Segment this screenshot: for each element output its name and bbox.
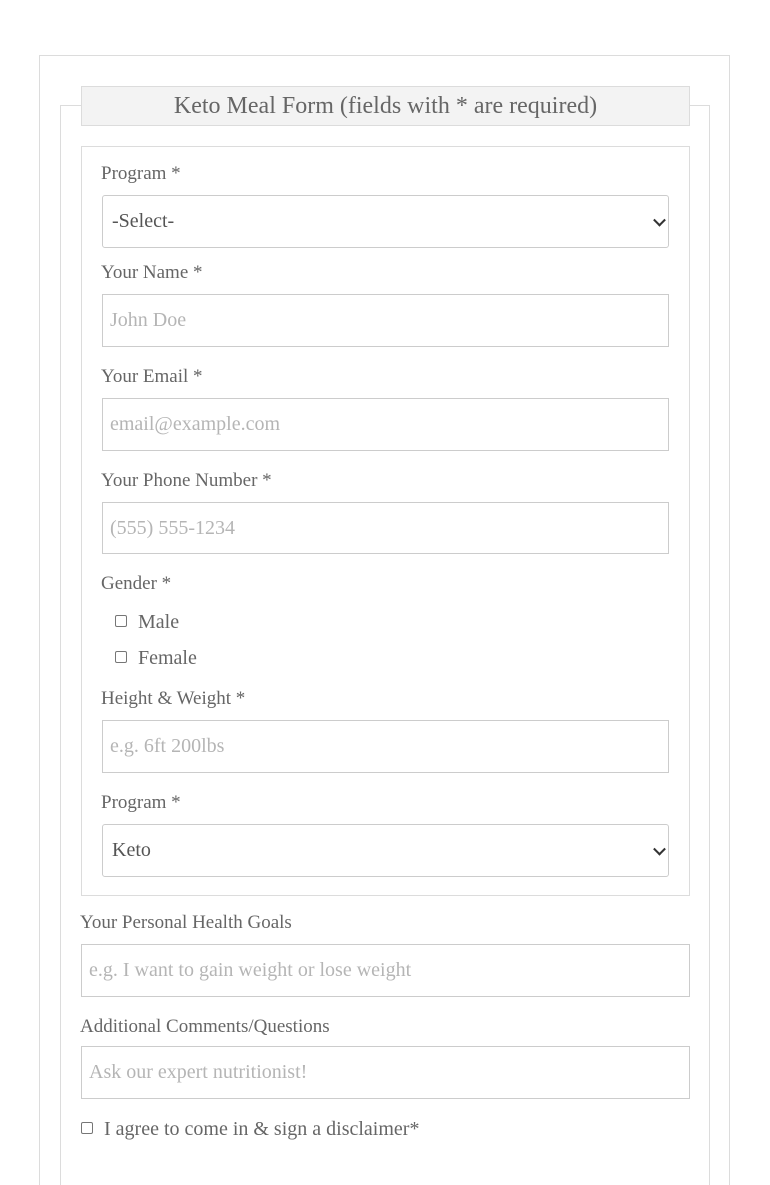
chevron-down-icon [653,842,666,855]
health-goals-label: Your Personal Health Goals [80,912,292,933]
program-label: Program * [101,163,181,184]
name-label: Your Name * [101,262,203,283]
gender-female-checkbox[interactable] [115,651,127,663]
gender-female-label[interactable]: Female [138,647,197,669]
program2-label: Program * [101,792,181,813]
comments-label: Additional Comments/Questions [80,1016,330,1037]
phone-input[interactable] [102,502,669,554]
gender-male-label[interactable]: Male [138,611,180,633]
program2-select-value: Keto [112,839,151,861]
disclaimer-checkbox[interactable] [81,1122,93,1134]
program2-select[interactable] [102,824,669,877]
form-legend: Keto Meal Form (fields with * are required) [81,86,690,126]
email-input[interactable] [102,398,669,451]
phone-label: Your Phone Number * [101,470,272,491]
gender-male-checkbox[interactable] [115,615,127,627]
program-select-value: -Select- [112,210,175,232]
name-input[interactable] [102,294,669,347]
disclaimer-label[interactable]: I agree to come in & sign a disclaimer* [104,1118,420,1140]
gender-label: Gender * [101,573,172,594]
program-select[interactable] [102,195,669,248]
height-weight-input[interactable] [102,720,669,773]
chevron-down-icon [653,213,666,226]
email-label: Your Email * [101,366,203,387]
comments-input[interactable] [81,1046,690,1099]
height-weight-label: Height & Weight * [101,688,246,709]
health-goals-input[interactable] [81,944,690,997]
